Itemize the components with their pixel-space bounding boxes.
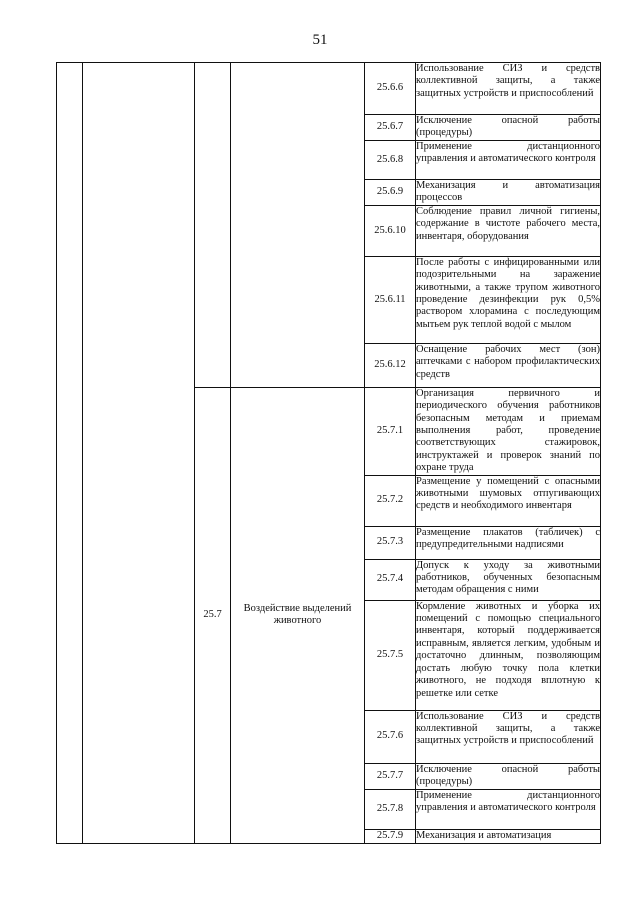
group-name: Воздействие выделений животного (231, 387, 365, 843)
table-row (57, 63, 601, 115)
group-code: 25.7 (195, 387, 231, 843)
hazard-measures-table (56, 62, 601, 844)
measure-text: Допуск к уходу за животными работников, обученных безопасным методам обращения с ними (416, 559, 601, 600)
measure-code: 25.7.7 (365, 763, 416, 789)
measure-code: 25.6.6 (365, 63, 416, 115)
measure-text: Применение дистанционного управления и автоматического контроля (416, 789, 601, 829)
measure-text: Кормление животных и уборка их помещений с помощью специального инвентаря, который поддерживается исправным, является легким, удобным и достаточно длинным, позволяющим достать любую точку пола клетки животного, не подходя вплотную к решетке или сетке (416, 600, 601, 710)
measure-code: 25.7.1 (365, 387, 416, 475)
measure-text: Механизация и автоматизация (416, 829, 601, 843)
measure-text: Использование СИЗ и средств коллективной защиты, а также защитных устройств и приспособлений (416, 710, 601, 763)
column-hazard-cell (83, 63, 195, 844)
measure-code: 25.6.11 (365, 256, 416, 343)
measure-text: Организация первичного и периодического обучения работников безопасным методам и приемам выполнения работ, проведение соответствующих стажировок, инструктажей и проверок знаний по охране труда (416, 387, 600, 474)
measure-text: Исключение опасной работы (процедуры) (416, 763, 601, 789)
measure-code: 25.6.7 (365, 115, 416, 141)
measure-code: 25.7.2 (365, 475, 416, 526)
measure-text: Размещение у помещений с опасными животными шумовых отпугивающих средств и необходимого инвентаря (416, 475, 601, 526)
measure-text: Исключение опасной работы (процедуры) (416, 115, 600, 139)
group-25-6-code-cell (195, 63, 231, 388)
measure-code: 25.6.9 (365, 179, 416, 205)
measure-code: 25.7.6 (365, 710, 416, 763)
page-number: 51 (312, 32, 328, 48)
measure-text: После работы с инфицированными или подозрительными на заражение животными, а также трупом животного проведение дезинфекции рук 0,5% раствором хлорамина с последующим мытьем рук теплой водой с мылом (416, 256, 601, 343)
measure-text: Размещение плакатов (табличек) с предупредительными надписями (416, 526, 601, 559)
measure-code: 25.6.8 (365, 140, 416, 179)
measure-text: Применение дистанционного управления и автоматического контроля (416, 140, 601, 179)
column-number-cell (57, 63, 83, 844)
measure-text: Соблюдение правил личной гигиены, содержание в чистоте рабочего места, инвентаря, оборудования (416, 205, 601, 256)
measure-code: 25.7.3 (365, 526, 416, 559)
measure-code: 25.6.12 (365, 343, 416, 387)
group-25-6-name-cell (231, 63, 365, 388)
measure-code: 25.7.5 (365, 600, 416, 710)
measure-text: Оснащение рабочих мест (зон) аптечками с набором профилактических средств (416, 343, 601, 387)
measure-code: 25.6.10 (365, 205, 416, 256)
measure-code: 25.7.9 (365, 829, 416, 843)
measure-code: 25.7.4 (365, 559, 416, 600)
measure-text: Использование СИЗ и средств коллективной защиты, а также защитных устройств и приспособлений (416, 63, 601, 115)
measure-code: 25.7.8 (365, 789, 416, 829)
measure-text: Механизация и автоматизация процессов (416, 179, 601, 205)
